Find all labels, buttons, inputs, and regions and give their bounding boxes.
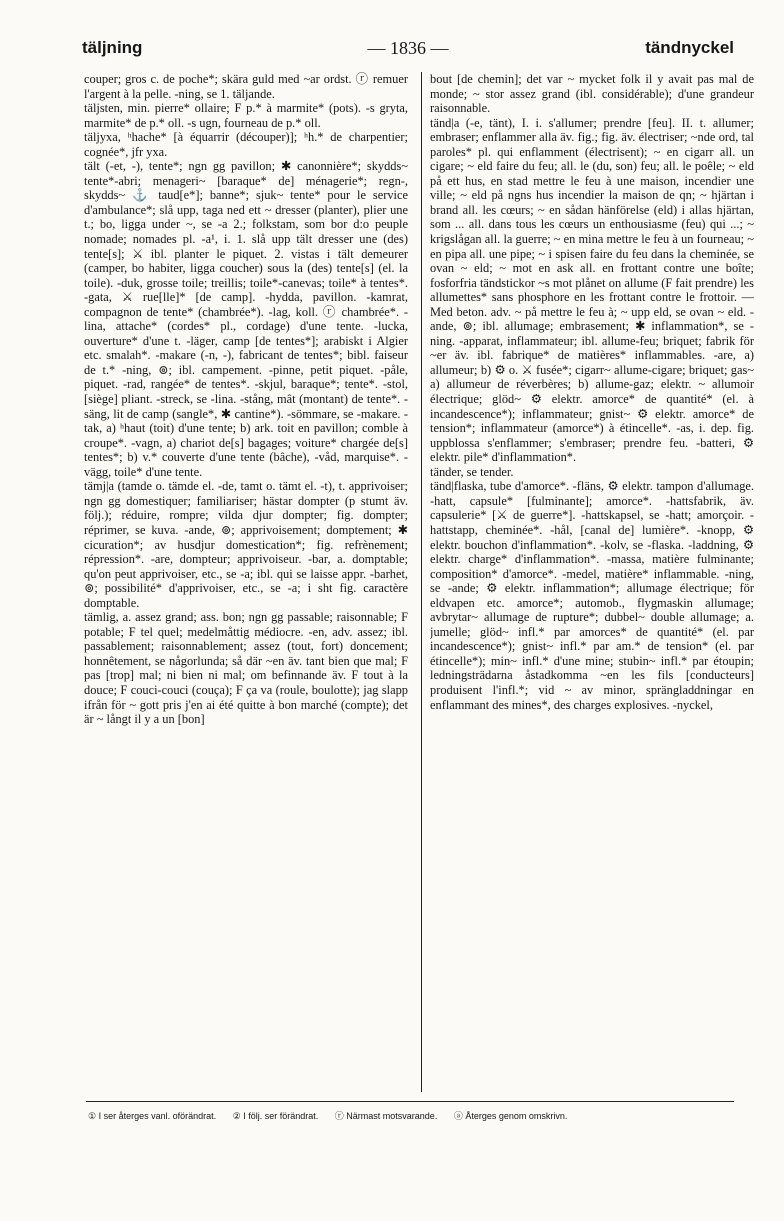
entry-taljsten: täljsten, min. pierre* ollaire; F p.* à marmite* (pots). -s gryta, marmite* de p.* oll. -s ugn, fourneau de p.* oll. <box>84 101 408 130</box>
right-column <box>430 72 754 1092</box>
page-header <box>82 38 734 66</box>
entry-tamlig-continued: bout [de chemin]; det var ~ mycket folk il y avait pas mal de monde; ~ stor assez grand (ibl. considérable); d'une grandeur raisonnable. <box>430 72 754 116</box>
entry-taljyxa: täljyxa, ʰhache* [à équarrir (découper)]; ʰh.* de charpentier; cognée*, jfr yxa. <box>84 130 408 159</box>
last-headword: tändnyckel <box>645 38 734 57</box>
entry-tandflaska: tänd|flaska, tube d'amorce*. -fläns, ⚙ elektr. tampon d'allumage. -hatt, capsule* [fulminante]; amorce*. -hattsfabrik, äv. capsulerie* [⚔ de guerre*]. -hattskapsel, se -hatt; amorçoir. -hattstapp, cheminée*. -hål, [canal de] lumière*. -knopp, ⚙ elektr. bouchon d'inflammation*. -kolv, se -flaska. -laddning, ⚙ elektr. charge* d'inflammation*. -massa, matière fulminante; composition* d'amorce*. -medel, matière* inflammable. -ning, se -ande; ⚙ elektr. inflammation*; allumage électrique; för eldvapen etc. amorce*; automob., flygmaskin allumage; avbrytar~ allumage de rupture*; dubbel~ double allumage; a. jumelle; glöd~ infl.* par amorces* de quantité* (el. par incandescence*); gnist~ infl.* par am.* de tension* (el. par étincelle*); min~ infl.* d'une mine; stubin~ infl.* par étoupin; ledningsträdarna åstadkomma ~en les fils [conducteurs] produisent l'infl.*; vid ~ av minor, sprängladdningar en enflammant des mines*, des charges explosives. -nyckel, <box>430 479 754 712</box>
left-column <box>84 72 408 1092</box>
entry-talt: tält (-et, -), tente*; ngn gg pavillon; ✱ canonnière*; skydds~ tente*-abri; menageri~ [baraque* de] ménagerie*; regn-, skydds~ ⚓ taud[e*]; banne*; sjuk~ tente* pour le service d'ambulance*; slå upp, taga ned ett ~ dresser (planter), plier une t.; bo, ligga under ~, se -a 2.; folkstam, som bor d:o peuple nomade; nomades pl. -a¹, i. 1. slå upp tält dresser une (des) tente[s]; ⚔ ibl. planter le piquet. 2. vistas i tält demeurer (camper, bo habiter, ligga coucher) sous la (des) tente[s] (el. la toile). -duk, grosse toile; treillis; toile*-canevas; toile* à tentes*. -gata, ⚔ rue[lle]* [de camp]. -hydda, pavillon. -kamrat, compagnon de tente* (chambrée*). -lag, koll. ⓡ chambrée*. -lina, attache* (cordes* pl., cordage) d'une tente. -lucka, ouverture* d'une t. -läger, camp [de tentes*]; arabiskt i Algier etc. smalah*. -makare (-n, -), fabricant de tentes*; bibl. faiseur de t.* -ning, ⊚; ibl. campement. -pinne, petit piquet. -påle, piquet. -rad, rangée* de tentes*. -skjul, baraque*; tente*. -stol, [siège] pliant. -streck, se -lina. -stång, mât (montant) de tente*. -säng, lit de camp (sangle*, ✱ cantine*). -sömmare, se -makare. -tak, a) ʰhaut (toit) d'une tente; b) ark. toit en pavillon; comble à croupe*. -vagn, a) chariot de[s] bagages; voiture* chargée de[s] tentes*; b) v.* couverte d'une tente (bâche), -våd, marquise*. -vägg, toile* d'une tente. <box>84 159 408 479</box>
legend-item-4: ⓐ Återges genom omskrivn. <box>453 1111 568 1121</box>
entry-tamlig: tämlig, a. assez grand; ass. bon; ngn gg passable; raisonnable; F potable; F tel quel; medelmåttig médiocre. -en, adv. assez; ibl. passablement; raisonnablement; assez (tout, fort) doncement; honnêtement, se någorlunda; så där ~en äv. tant bien que mal; F pas [trop] mal; ni bien ni mal; om befinnande äv. F tout à la douce; F couci-couci (couça); F ça va (roule, boulotte); jag slapp ifrån för ~ gott pris j'en ai été quitte à bon marché (compte); det är ~ långt il y a un [bon] <box>84 610 408 727</box>
legend-item-3: ⓡ Närmast motsvarande. <box>334 1111 438 1121</box>
legend-item-2: ② I följ. ser förändrat. <box>232 1111 319 1121</box>
footer-legend <box>88 1109 738 1122</box>
column-divider <box>421 72 422 1092</box>
first-headword: täljning <box>82 38 143 57</box>
entry-taljning-tail: couper; gros c. de poche*; skära guld med ~ar ordst. ⓡ remuer l'argent à la pelle. -ning, se 1. täljande. <box>84 72 408 101</box>
entry-tander: tänder, se tender. <box>430 464 514 479</box>
entry-tanda: tänd|a (-e, tänt), I. i. s'allumer; prendre [feu]. II. t. allumer; embraser; enflammer alla äv. fig.; fig. äv. électriser; ~nde ord, tal paroles* pl. qui enflamment (électrisent); ~ en cigarr all. un cigare; ~ eld faire du feu; all. le (du, son) feu; all. le poêle; ~ eld på ett hus, en stad mettre le feu à une maison, incendier une ville; ~ eld på ngns hus incendier la maison de qn; ~ hjärtan i brand all. les cœurs; ~ en sådan hänförelse (eld) i allas hjärtan, som ... all. dans tous les cœurs un enthousiasme (feu) qui ...; ~ krigslågan all. la guerre; ~ en mina mettre le feu à un fourneau; ~ en pipa all. une pipe; ~ i spisen faire du feu dans la cheminée, se ovan ~ eld; ~ mot en ask all. en frottant contre une boîte; fosforfria tändstickor ~s mot plånet on allume (F fait prendre) les allumettes* sans phosphore en les frottant contre le frottoir. — Med beton. adv. ~ på mettre le feu à; ~ upp eld, se ovan ~ eld. -ande, ⊚; ibl. allumage; embrasement; ✱ inflammation*, se -ning. -apparat, inflammateur; ibl. allume-feu; briquet; fabrik för ~er äv. ibl. fabrique* de matières* inflammables. -are, a) allumeur; b) ⚙ o. ⚔ fusée*; cigarr~ allume-cigare; briquet; gas~ a) allumeur de réverbères; b) allume-gaz; elektr. ~ allumoir électrique; glöd~ ⚙ elektr. amorce* de quantité* (el. à incandescence*); inflammateur; gnist~ ⚙ elektr. amorce* de tension*; inflammateur (amorce*) à étincelle*. -as, i. dep. fig. uppblossa s'enflammer; s'embraser; prendre feu. -batteri, ⚙ elektr. pile* d'inflammation*. <box>430 115 754 465</box>
entry-tamja: tämj|a (tamde o. tämde el. -de, tamt o. tämt el. -t), t. apprivoiser; ngn gg domestiquer; familiariser; hästar dompter (p stumt äv. följ.); réduire, rompre; vilda djur dompter; fig. dompter; réprimer, se kuva. -ande, ⊚; apprivoisement; domptement; ✱ cicuration*; av husdjur domestication*; fig. refrènement; répression*. -are, dompteur; apprivoiseur. -bar, a. domptable; qu'on peut apprivoiser, etc., se -a; ibl. qui se laisse appr. -barhet, ⊚; possibilité* d'apprivoiser, etc., se -a; i sht fig. caractère domptable. <box>84 479 408 610</box>
footer-rule <box>86 1101 734 1102</box>
page-number: — 1836 — <box>367 38 449 58</box>
legend-item-1: ① I ser återges vanl. oförändrat. <box>88 1111 217 1121</box>
